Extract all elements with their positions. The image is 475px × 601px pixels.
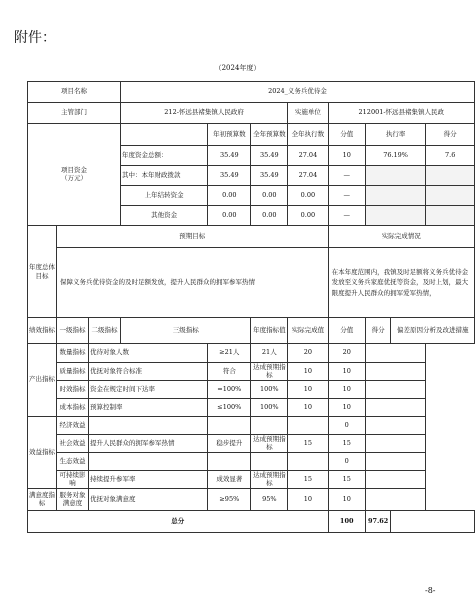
l2-cell: 经济效益 — [57, 417, 89, 435]
col-exec: 全年执行数 — [288, 124, 328, 146]
got-cell: 10 — [328, 489, 365, 511]
fiscal-exec: 27.04 — [288, 166, 328, 186]
actual-label: 实际完成情况 — [328, 226, 474, 248]
col-score: 分值 — [328, 124, 365, 146]
indicator-row — [28, 363, 475, 381]
target-cell: ≥95% — [208, 489, 251, 511]
fiscal-init: 35.49 — [208, 166, 251, 186]
got-cell: 15 — [328, 435, 365, 453]
done-cell: 达成预期指标 — [251, 471, 288, 489]
l3-cell — [88, 453, 207, 471]
total-rate: 76.19% — [365, 146, 426, 166]
done-cell — [251, 417, 288, 435]
page-number: -8- — [425, 586, 436, 595]
target-header: 年度指标值 — [251, 318, 288, 344]
deviation-cell — [365, 363, 426, 381]
l3-cell: 优待对象人数 — [88, 344, 207, 363]
dept-label: 主管部门 — [28, 103, 121, 124]
l2-cell: 社会效益 — [57, 435, 89, 453]
expected-goal-text: 保障义务兵优待资金的及时足额发放，提升人民群众的拥军参军热情 — [57, 248, 329, 318]
l3-cell: 预算控制率 — [88, 399, 207, 417]
other-full: 0.00 — [251, 206, 288, 226]
deviation-cell — [365, 471, 426, 489]
perf-label: 绩效指标 — [28, 318, 57, 344]
goal-header-row — [28, 226, 475, 248]
row-total-label: 年度资金总额： — [120, 146, 207, 166]
score-cell: 15 — [288, 471, 328, 489]
fiscal-full: 35.49 — [251, 166, 288, 186]
other-exec: 0.00 — [288, 206, 328, 226]
indicator-row — [28, 471, 475, 489]
score-cell: 20 — [288, 344, 328, 363]
deviation-cell — [365, 399, 426, 417]
l1-effect: 效益指标 — [28, 417, 57, 489]
target-cell: ≥21人 — [208, 344, 251, 363]
target-cell — [208, 417, 251, 435]
deviation-cell — [365, 381, 426, 399]
score-cell — [288, 453, 328, 471]
score-cell: 15 — [288, 435, 328, 453]
done-cell: 100% — [251, 381, 288, 399]
actual-goal-text: 在本年度范围内，我镇及时足额将义务兵优待金发放至义务兵家庭优抚等资金，及时上划，最大限度提升人民群众的拥军爱军热情， — [328, 248, 474, 318]
indicator-row — [28, 417, 475, 435]
col-full: 全年预算数 — [251, 124, 288, 146]
l3-cell — [88, 417, 207, 435]
l3-cell: 提升人民群众的拥军参军热情 — [88, 435, 207, 453]
done-cell — [251, 453, 288, 471]
score-cell: 10 — [288, 399, 328, 417]
indicator-row — [28, 453, 475, 471]
l2-cell: 服务对象满意度 — [57, 489, 89, 511]
total-score-value: 100 — [328, 511, 365, 533]
fiscal-rate: — — [328, 166, 365, 186]
col-rate: 执行率 — [365, 124, 426, 146]
target-cell: 符合 — [208, 363, 251, 381]
l1-satisfaction: 满意度指标 — [28, 489, 57, 511]
score-cell: 10 — [288, 489, 328, 511]
carry-init: 0.00 — [208, 186, 251, 206]
l3-cell: 资金在规定时间下达率 — [88, 381, 207, 399]
carry-full: 0.00 — [251, 186, 288, 206]
l2-cell: 生态效益 — [57, 453, 89, 471]
funds-label: 项目资金 （万元） — [28, 124, 121, 226]
row-carry-label: 上年结转资金 — [120, 186, 207, 206]
got-cell: 10 — [328, 399, 365, 417]
indicator-row — [28, 435, 475, 453]
got-cell: 20 — [328, 344, 365, 363]
impl-label: 实施单位 — [288, 103, 328, 124]
got-cell: 0 — [328, 417, 365, 435]
total-label: 总分 — [28, 511, 329, 533]
total-full: 35.49 — [251, 146, 288, 166]
got-cell: 10 — [328, 381, 365, 399]
goal-body-row — [28, 248, 475, 318]
row-fiscal-label: 其中：本年财政拨款 — [120, 166, 207, 186]
deviation-cell — [365, 453, 426, 471]
performance-table — [27, 81, 475, 567]
got-cell: 15 — [328, 471, 365, 489]
score-cell: 10 — [288, 381, 328, 399]
l2-cell: 质量指标 — [57, 363, 89, 381]
deviation-cell — [365, 489, 426, 511]
other-rate: — — [328, 206, 365, 226]
done-cell: 达成预期指标 — [251, 435, 288, 453]
impl-value: 212001-怀远县褚集镇人民政 — [328, 103, 474, 124]
done-cell: 100% — [251, 399, 288, 417]
l2-header: 二级指标 — [88, 318, 120, 344]
got-cell: 10 — [328, 363, 365, 381]
total-exec: 27.04 — [288, 146, 328, 166]
total-init: 35.49 — [208, 146, 251, 166]
indicator-row — [28, 381, 475, 399]
l3-cell: 优抚对象满意度 — [88, 489, 207, 511]
expected-label: 预期目标 — [57, 226, 329, 248]
dept-value: 212-怀远县褚集镇人民政府 — [120, 103, 287, 124]
l3-cell: 优抚对象符合标准 — [88, 363, 207, 381]
l1-output: 产出指标 — [28, 344, 57, 417]
other-init: 0.00 — [208, 206, 251, 226]
l3-cell: 持续提升参军率 — [88, 471, 207, 489]
dept-row — [28, 103, 475, 124]
total-got-value: 97.62 — [365, 511, 391, 533]
got-cell: 0 — [328, 453, 365, 471]
done-cell: 21人 — [251, 344, 288, 363]
l2-cell: 成本指标 — [57, 399, 89, 417]
done-cell: 95% — [251, 489, 288, 511]
annual-goal-label: 年度总体目标 — [28, 226, 57, 318]
score-header: 分值 — [328, 318, 365, 344]
project-name-label: 项目名称 — [28, 82, 121, 103]
target-cell: 成效显著 — [208, 471, 251, 489]
deviation-cell — [365, 417, 426, 435]
deviation-cell — [365, 435, 426, 453]
indicator-row — [28, 399, 475, 417]
carry-rate: — — [328, 186, 365, 206]
carry-exec: 0.00 — [288, 186, 328, 206]
year-caption: （2024年度） — [214, 64, 261, 72]
indicator-row — [28, 489, 475, 511]
funds-header-row — [28, 124, 475, 146]
l1-header: 一级指标 — [57, 318, 89, 344]
target-cell — [208, 453, 251, 471]
attachment-label: 附件： — [14, 30, 56, 46]
total-got: 7.6 — [426, 146, 475, 166]
project-name-row — [28, 82, 475, 103]
done-header: 实际完成值 — [288, 318, 328, 344]
l2-cell: 可持续影响 — [57, 471, 89, 489]
row-other-label: 其他资金 — [120, 206, 207, 226]
score-cell: 10 — [288, 363, 328, 381]
l3-header: 三级指标 — [120, 318, 250, 344]
score-cell — [288, 417, 328, 435]
target-cell: =100% — [208, 381, 251, 399]
project-name-value: 2024_义务兵优待金 — [120, 82, 474, 103]
l2-cell: 时效指标 — [57, 381, 89, 399]
deviation-cell — [365, 344, 426, 363]
indicator-row — [28, 344, 475, 363]
got-header: 得分 — [365, 318, 391, 344]
col-init: 年初预算数 — [208, 124, 251, 146]
deviation-header: 偏差原因分析及改进措施 — [391, 318, 475, 344]
col-got: 得分 — [426, 124, 475, 146]
done-cell: 达成预期指标 — [251, 363, 288, 381]
target-cell: ≤100% — [208, 399, 251, 417]
target-cell: 稳步提升 — [208, 435, 251, 453]
indicator-header-row — [28, 318, 475, 344]
l2-cell: 数量指标 — [57, 344, 89, 363]
total-row — [28, 511, 475, 533]
total-score: 10 — [328, 146, 365, 166]
